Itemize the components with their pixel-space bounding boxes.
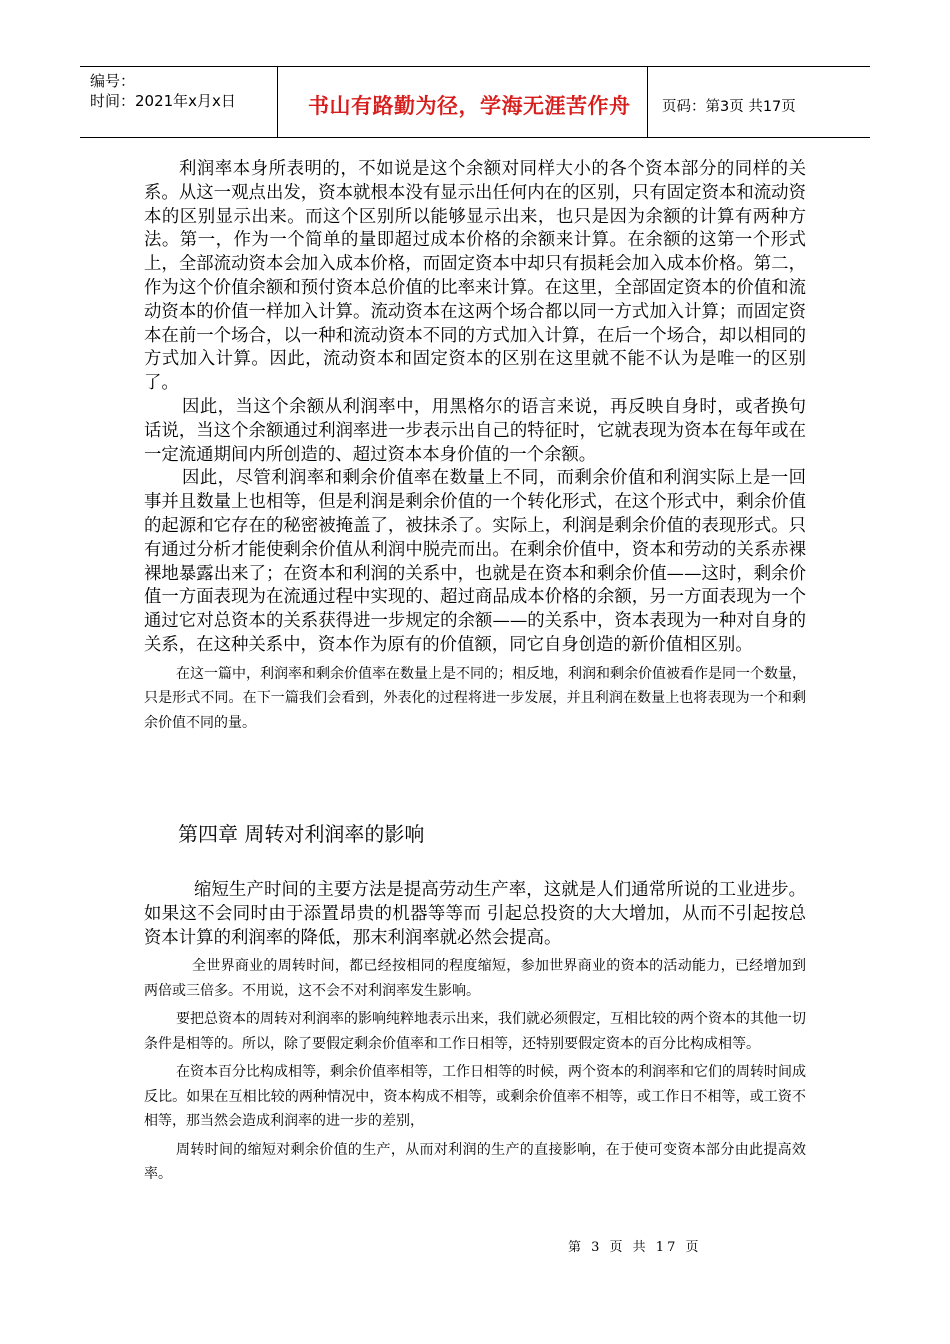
body-paragraph-small: 周转时间的缩短对剩余价值的生产，从而对利润的生产的直接影响，在于使可变资本部分由此提高效率。 [144,1141,806,1183]
chapter-heading: 第四章 周转对利润率的影响 [178,822,425,846]
footer-page-number: 第 3 页 共 17 页 [568,1240,702,1255]
document-number-label: 编号： [90,72,136,90]
body-paragraph-small: 在资本百分比构成相等，剩余价值率相等，工作日相等的时候，两个资本的利润率和它们的周转时间成反比。如果在互相比较的两种情况中，资本构成不相等，或剩余价值率不相等，或工作日不相等，或工资不相等，那当然会造成利润率的进一步的差别， [144,1064,806,1130]
header-motto-cell [278,67,648,137]
body-paragraph: 利润率本身所表明的，不如说是这个余额对同样大小的各个资本部分的同样的关系。从这一观点出发，资本就根本没有显示出任何内在的区别，只有固定资本和流动资本的区别显示出来。而这个区别所以能够显示出来，也只是因为余额的计算有两种方法。第一，作为一个简单的量即超过成本价格的余额来计算。在余额的这第一个形式上，全部流动资本会加入成本价格，而固定资本中却只有损耗会加入成本价格。第二，作为这个价值余额和预付资本总价值的比率来计算。在这里，全部固定资本的价值和流动资本的价值一样加入计算。流动资本在这两个场合都以同一方式加入计算；而固定资本在前一个场合，以一种和流动资本不同的方式加入计算，在后一个场合，却以相同的方式加入计算。因此，流动资本和固定资本的区别在这里就不能不认为是唯一的区别了。 [144,159,806,394]
header-meta [80,67,278,137]
body-section-two [144,879,806,1187]
body-paragraph: 缩短生产时间的主要方法是提高劳动生产率，这就是人们通常所说的工业进步。如果这不会同时由于添置昂贵的机器等等而 引起总投资的大大增加，从而不引起按总资本计算的利润率的降低，那末利润率就必然会提高。 [144,880,806,948]
body-paragraph-small: 在这一篇中，利润率和剩余价值率在数量上是不同的；相反地，利润和剩余价值被看作是同一个数量，只是形式不同。在下一篇我们会看到，外表化的过程将进一步发展，并且利润在数量上也将表现为一个和剩余价值不同的量。 [144,665,806,731]
body-paragraph: 因此，当这个余额从利润率中，用黑格尔的语言来说，再反映自身时，或者换句话说，当这个余额通过利润率进一步表示出自己的特征时，它就表现为资本在每年或在一定流通期间内所创造的、超过资本本身价值的一个余额。 [144,396,806,465]
page-info-text: 页码：第3页 共17页 [662,98,796,115]
header-page-info [648,67,870,137]
body-paragraph: 因此，尽管利润率和剩余价值率在数量上不同，而剩余价值和利润实际上是一回事并且数量上也相等，但是利润是剩余价值的一个转化形式，在这个形式中，剩余价值的起源和它存在的秘密被掩盖了，被抹杀了。实际上，利润是剩余价值的表现形式。只有通过分析才能使剩余价值从利润中脱壳而出。在剩余价值中，资本和劳动的关系赤裸裸地暴露出来了；在资本和利润的关系中，也就是在资本和剩余价值——这时，剩余价值一方面表现为在流通过程中实现的、超过商品成本价格的余额，另一方面表现为一个通过它对总资本的关系获得进一步规定的余额——的关系中，资本表现为一种对自身的关系，在这种关系中，资本作为原有的价值额，同它自身创造的新价值相区别。 [144,468,806,655]
page-header [80,66,870,138]
document-date: 时间：2021年x月x日 [90,92,236,110]
body-paragraph-small: 要把总资本的周转对利润率的影响纯粹地表示出来，我们就必须假定，互相比较的两个资本的其他一切条件是相等的。所以，除了要假定剩余价值率和工作日相等，还特别要假定资本的百分比构成相等。 [144,1011,806,1052]
body-section-one [144,158,806,735]
body-paragraph-small: 全世界商业的周转时间，都已经按相同的程度缩短，参加世界商业的资本的活动能力，已经增加到两倍或三倍多。不用说，这不会不对利润率发生影响。 [144,958,806,999]
motto-text: 书山有路勤为径，学海无涯苦作舟 [308,94,631,118]
